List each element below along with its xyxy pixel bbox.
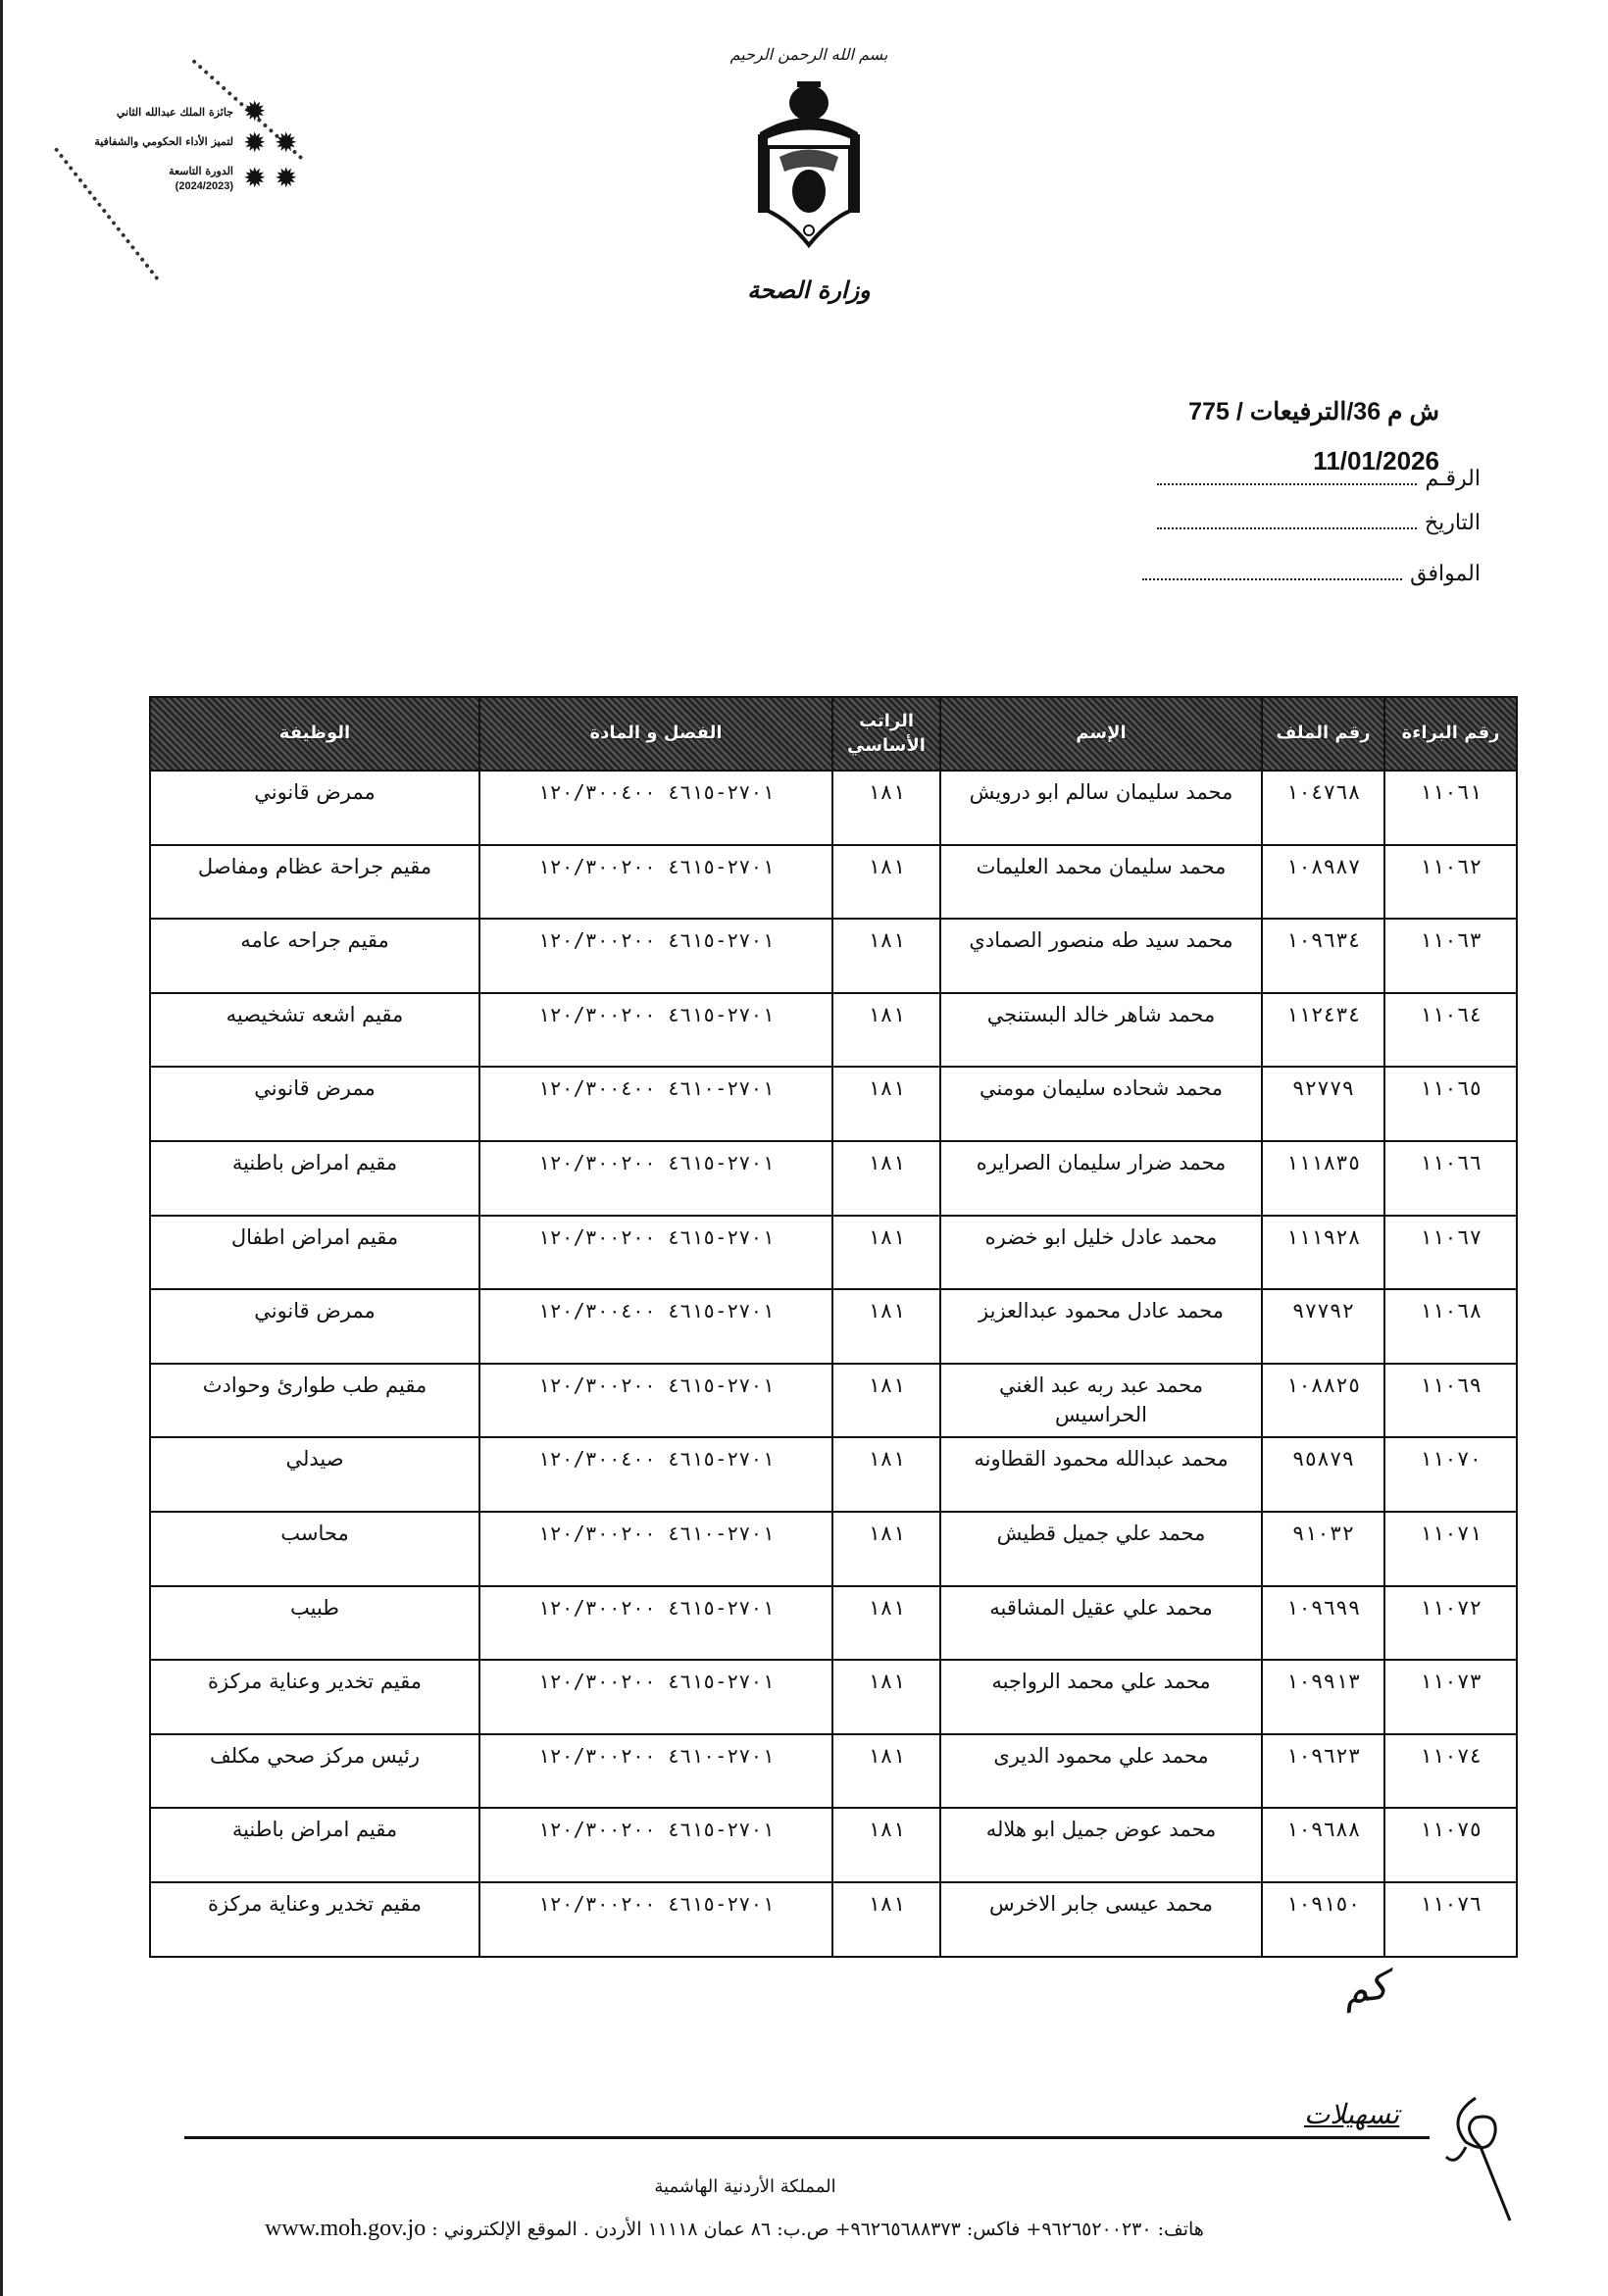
table-row [150,1364,1517,1438]
chapter-article-cell: ٢٧٠١-٤٦١٥ ١٢٠/٣٠٠٢٠٠ [479,1586,832,1661]
table-row [150,771,1517,845]
patent-no-cell: ١١٠٦٣ [1384,919,1517,993]
job-cell: مقيم امراض اطفال [150,1216,479,1290]
job-cell: مقيم جراحة عظام ومفاصل [150,845,479,920]
star-icon: ✹ [243,95,267,127]
chapter-article-cell: ٢٧٠١-٤٦١٥ ١٢٠/٣٠٠٢٠٠ [479,1216,832,1290]
file-no-cell: ١٠٨٨٢٥ [1262,1364,1384,1438]
job-cell: مقيم تخدير وعناية مركزة [150,1660,479,1734]
name-cell: محمد شاهر خالد البستنجي [940,993,1262,1068]
patent-no-cell: ١١٠٦١ [1384,771,1517,845]
salary-cell: ١٨١ [832,1289,940,1364]
job-cell: محاسب [150,1512,479,1586]
file-no-cell: ١٠٩٩١٣ [1262,1660,1384,1734]
footer-divider [184,2136,1430,2139]
patent-no-cell: ١١٠٧٠ [1384,1437,1517,1512]
name-cell: محمد علي محمد الرواجبه [940,1660,1262,1734]
star-icon: ✹ [275,126,298,159]
number-field [1157,466,1481,491]
salary-cell: ١٨١ [832,1586,940,1661]
file-no-cell: ١٠٩٦٨٨ [1262,1808,1384,1882]
file-no-cell: ١٠٩٦٣٤ [1262,919,1384,993]
salary-cell: ١٨١ [832,1437,940,1512]
promotions-table [149,696,1518,1958]
name-cell: محمد عيسى جابر الاخرس [940,1882,1262,1957]
header-file-no: رقم الملف [1262,697,1384,771]
number-label: الرقـم [1425,466,1481,490]
header-basic-salary: الراتب الأساسي [832,697,940,771]
salary-cell: ١٨١ [832,1364,940,1438]
salary-cell: ١٨١ [832,1808,940,1882]
chapter-article-cell: ٢٧٠١-٤٦١٥ ١٢٠/٣٠٠٢٠٠ [479,1141,832,1216]
job-cell: ممرض قانوني [150,771,479,845]
initials-signature: كم [1340,1963,1391,2014]
table-row [150,1882,1517,1957]
basmala: بسم الله الرحمن الرحيم [729,45,888,64]
salary-cell: ١٨١ [832,1882,940,1957]
facilitation-signature: تسهيلات [1304,2098,1400,2130]
salary-cell: ١٨١ [832,1216,940,1290]
patent-no-cell: ١١٠٦٤ [1384,993,1517,1068]
footer-kingdom: المملكة الأردنية الهاشمية [654,2176,836,2197]
chapter-article-cell: ٢٧٠١-٤٦١٠ ١٢٠/٣٠٠٢٠٠ [479,1512,832,1586]
chapter-article-cell: ٢٧٠١-٤٦١٠ ١٢٠/٣٠٠٤٠٠ [479,1067,832,1141]
name-cell: محمد عبد ربه عبد الغني الحراسيس [940,1364,1262,1438]
header-job: الوظيفة [150,697,479,771]
name-cell: محمد سليمان محمد العليمات [940,845,1262,920]
salary-cell: ١٨١ [832,1067,940,1141]
header-chapter-article: الفصل و المادة [479,697,832,771]
name-cell: محمد عادل خليل ابو خضره [940,1216,1262,1290]
salary-cell: ١٨١ [832,845,940,920]
award-line-3: الدورة التاسعة [169,165,233,177]
table-row [150,1289,1517,1364]
chapter-article-cell: ٢٧٠١-٤٦١٥ ١٢٠/٣٠٠٤٠٠ [479,1289,832,1364]
corresponding-label: الموافق [1410,561,1481,585]
name-cell: محمد شحاده سليمان مومني [940,1067,1262,1141]
chapter-article-cell: ٢٧٠١-٤٦١٥ ١٢٠/٣٠٠٢٠٠ [479,845,832,920]
file-no-cell: ١٠٤٧٦٨ [1262,771,1384,845]
reference-date: 11/01/2026 [1313,446,1439,475]
chapter-article-cell: ٢٧٠١-٤٦١٥ ١٢٠/٣٠٠٢٠٠ [479,993,832,1068]
table-header-row [150,697,1517,771]
patent-no-cell: ١١٠٦٩ [1384,1364,1517,1438]
job-cell: مقيم امراض باطنية [150,1141,479,1216]
header-name: الإسم [940,697,1262,771]
name-cell: محمد ضرار سليمان الصرايره [940,1141,1262,1216]
contact-details: هاتف: ٩٦٢٦٥٢٠٠٢٣٠+ فاكس: ٩٦٢٦٥٦٨٨٣٧٣+ ص.ب: ٨٦ عمان ١١١١٨ الأردن . الموقع الإلكتروني : [431,2219,1204,2240]
file-no-cell: ٩٧٧٩٢ [1262,1289,1384,1364]
star-icon: ✹ [243,126,267,159]
job-cell: طبيب [150,1586,479,1661]
date-label: التاريخ [1424,510,1481,534]
chapter-article-cell: ٢٧٠١-٤٦١٥ ١٢٠/٣٠٠٢٠٠ [479,1882,832,1957]
chapter-article-cell: ٢٧٠١-٤٦١٥ ١٢٠/٣٠٠٢٠٠ [479,1660,832,1734]
table-row [150,1141,1517,1216]
patent-no-cell: ١١٠٧٣ [1384,1660,1517,1734]
ministry-name: وزارة الصحة [747,275,871,304]
handwritten-signature-icon [1436,2088,1515,2225]
file-no-cell: ٩١٠٣٢ [1262,1512,1384,1586]
salary-cell: ١٨١ [832,1512,940,1586]
salary-cell: ١٨١ [832,993,940,1068]
chapter-article-cell: ٢٧٠١-٤٦١٠ ١٢٠/٣٠٠٢٠٠ [479,1734,832,1809]
job-cell: مقيم امراض باطنية [150,1808,479,1882]
salary-cell: ١٨١ [832,1734,940,1809]
name-cell: محمد علي عقيل المشاقبه [940,1586,1262,1661]
table-row [150,1216,1517,1290]
chapter-article-cell: ٢٧٠١-٤٦١٥ ١٢٠/٣٠٠٤٠٠ [479,1437,832,1512]
scan-edge [0,0,3,2296]
chapter-article-cell: ٢٧٠١-٤٦١٥ ١٢٠/٣٠٠٢٠٠ [479,1364,832,1438]
table-row [150,1437,1517,1512]
coat-of-arms-icon [750,74,868,250]
name-cell: محمد علي محمود الديرى [940,1734,1262,1809]
file-no-cell: ١٠٩٦٩٩ [1262,1586,1384,1661]
salary-cell: ١٨١ [832,919,940,993]
table-row [150,1512,1517,1586]
file-no-cell: ١١١٩٢٨ [1262,1216,1384,1290]
header-patent-no: رقم البراءة [1384,697,1517,771]
file-no-cell: ١١١٨٣٥ [1262,1141,1384,1216]
patent-no-cell: ١١٠٦٦ [1384,1141,1517,1216]
patent-no-cell: ١١٠٧١ [1384,1512,1517,1586]
name-cell: محمد سيد طه منصور الصمادي [940,919,1262,993]
corresponding-dotted-line [1142,567,1402,580]
file-no-cell: ١٠٩١٥٠ [1262,1882,1384,1957]
chapter-article-cell: ٢٧٠١-٤٦١٥ ١٢٠/٣٠٠٢٠٠ [479,1808,832,1882]
job-cell: مقيم اشعه تشخيصيه [150,993,479,1068]
chapter-article-cell: ٢٧٠١-٤٦١٥ ١٢٠/٣٠٠٢٠٠ [479,919,832,993]
date-field [1157,510,1481,535]
table-row [150,919,1517,993]
table-row [150,1660,1517,1734]
job-cell: صيدلي [150,1437,479,1512]
table-row [150,845,1517,920]
name-cell: محمد علي جميل قطيش [940,1512,1262,1586]
job-cell: ممرض قانوني [150,1067,479,1141]
award-line-2: لتميز الأداء الحكومي والشفافية [94,135,233,148]
table-row [150,1808,1517,1882]
job-cell: ممرض قانوني [150,1289,479,1364]
stamp-border [54,147,160,280]
website-link[interactable]: www.moh.gov.jo [265,2216,427,2241]
award-line-1: جائزة الملك عبدالله الثاني [116,106,233,119]
ministry-emblem [721,39,897,363]
table-row [150,1586,1517,1661]
star-icon: ✹ [275,162,298,194]
patent-no-cell: ١١٠٧٤ [1384,1734,1517,1809]
footer-contact [265,2216,1204,2242]
file-no-cell: ١٠٨٩٨٧ [1262,845,1384,920]
name-cell: محمد سليمان سالم ابو درويش [940,771,1262,845]
patent-no-cell: ١١٠٦٧ [1384,1216,1517,1290]
table-row [150,1067,1517,1141]
salary-cell: ١٨١ [832,1660,940,1734]
file-no-cell: ١٠٩٦٢٣ [1262,1734,1384,1809]
name-cell: محمد عادل محمود عبدالعزيز [940,1289,1262,1364]
chapter-article-cell: ٢٧٠١-٤٦١٥ ١٢٠/٣٠٠٤٠٠ [479,771,832,845]
patent-no-cell: ١١٠٧٦ [1384,1882,1517,1957]
job-cell: رئيس مركز صحي مكلف [150,1734,479,1809]
job-cell: مقيم طب طوارئ وحوادث [150,1364,479,1438]
salary-cell: ١٨١ [832,1141,940,1216]
number-dotted-line [1157,472,1417,485]
salary-cell: ١٨١ [832,771,940,845]
patent-no-cell: ١١٠٦٨ [1384,1289,1517,1364]
file-no-cell: ١١٢٤٣٤ [1262,993,1384,1068]
table-row [150,1734,1517,1809]
star-icon: ✹ [243,162,267,194]
patent-no-cell: ١١٠٧٥ [1384,1808,1517,1882]
patent-no-cell: ١١٠٦٢ [1384,845,1517,920]
corresponding-field [1142,561,1481,586]
job-cell: مقيم تخدير وعناية مركزة [150,1882,479,1957]
name-cell: محمد عبدالله محمود القطاونه [940,1437,1262,1512]
table-row [150,993,1517,1068]
patent-no-cell: ١١٠٦٥ [1384,1067,1517,1141]
job-cell: مقيم جراحه عامه [150,919,479,993]
patent-no-cell: ١١٠٧٢ [1384,1586,1517,1661]
name-cell: محمد عوض جميل ابو هلاله [940,1808,1262,1882]
reference-code: ش م 36/الترفيعات / 775 [1188,398,1439,425]
date-dotted-line [1157,516,1417,529]
award-stamp [96,59,331,245]
award-line-4: (2024/2023) [175,180,233,192]
file-no-cell: ٩٢٧٧٩ [1262,1067,1384,1141]
file-no-cell: ٩٥٨٧٩ [1262,1437,1384,1512]
